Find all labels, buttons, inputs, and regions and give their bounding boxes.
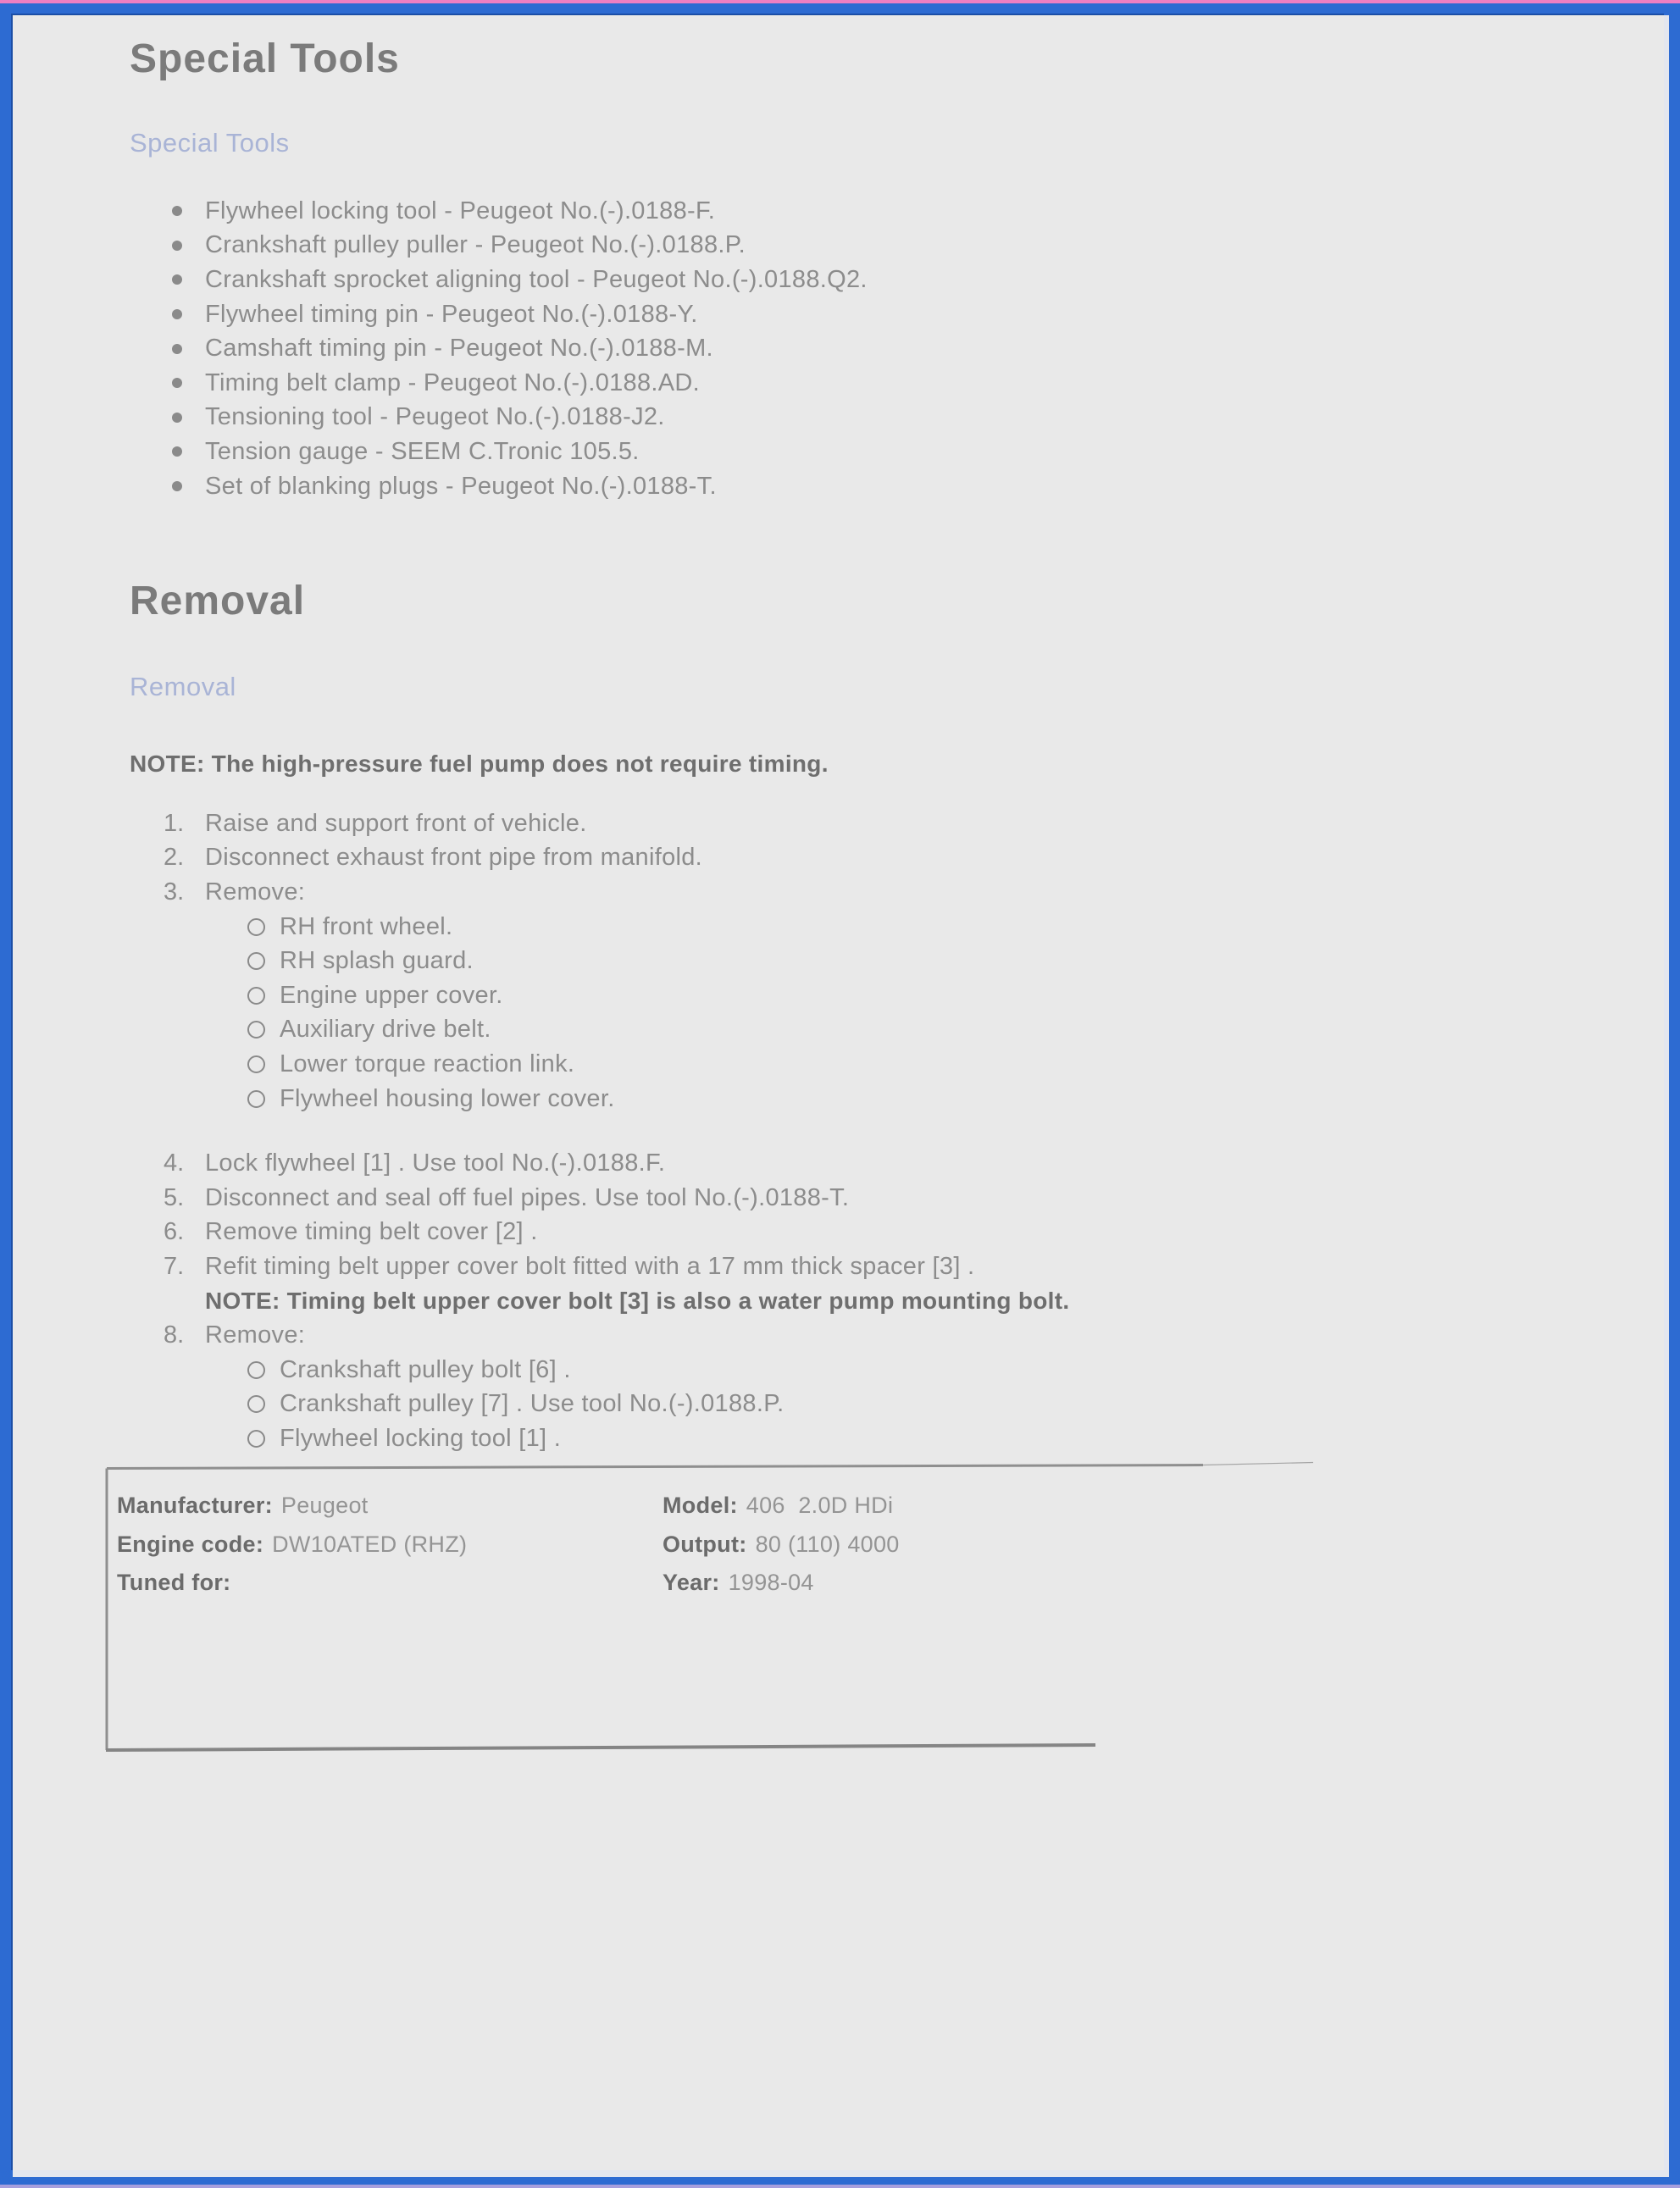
special-tools-title: Special Tools bbox=[130, 36, 400, 81]
step-item bbox=[0, 1216, 1680, 1250]
step-line bbox=[0, 841, 1680, 876]
bullet-dot-icon bbox=[172, 309, 182, 319]
sub-item bbox=[0, 944, 1680, 978]
removal-title: Removal bbox=[130, 579, 306, 623]
sub-item bbox=[0, 1388, 1680, 1422]
sub-item-text: Flywheel locking tool [1] . bbox=[280, 1424, 562, 1452]
sub-item-text: Lower torque reaction link. bbox=[280, 1050, 575, 1077]
info-value: 1998-04 bbox=[728, 1570, 814, 1596]
removal-subtitle: Removal bbox=[130, 672, 236, 701]
hollow-circle-bullet-icon bbox=[247, 1055, 265, 1073]
sub-item bbox=[0, 1421, 1680, 1456]
tool-item bbox=[0, 331, 1680, 366]
info-value: Peugeot bbox=[280, 1493, 369, 1519]
vehicle-info-box bbox=[0, 1487, 1680, 1603]
top-pink-edge bbox=[0, 0, 1680, 3]
removal-note: NOTE: The high-pressure fuel pump does not require timing. bbox=[130, 751, 829, 777]
step-number: 8. bbox=[164, 1321, 185, 1349]
step-sub-list bbox=[0, 1353, 1680, 1456]
hollow-circle-bullet-icon bbox=[247, 987, 265, 1005]
step-number: 1. bbox=[164, 809, 185, 837]
sub-item bbox=[0, 1082, 1680, 1116]
hollow-circle-bullet-icon bbox=[247, 1021, 265, 1039]
tool-item-text: Tension gauge - SEEM C.Tronic 105.5. bbox=[205, 437, 640, 465]
bullet-dot-icon bbox=[172, 344, 182, 354]
tool-item-text: Timing belt clamp - Peugeot No.(-).0188.AD. bbox=[205, 368, 701, 396]
hollow-circle-bullet-icon bbox=[247, 1361, 265, 1379]
sub-item-text: Engine upper cover. bbox=[280, 981, 503, 1009]
sub-item bbox=[0, 978, 1680, 1013]
bullet-dot-icon bbox=[172, 274, 182, 285]
special-tools-list bbox=[0, 194, 1680, 503]
tool-item-text: Set of blanking plugs - Peugeot No.(-).0188-T. bbox=[205, 472, 717, 500]
tool-item bbox=[0, 297, 1680, 332]
step-number: 4. bbox=[164, 1149, 185, 1177]
info-label: Engine code: bbox=[117, 1531, 264, 1557]
info-col-left bbox=[117, 1493, 663, 1519]
step-item bbox=[0, 1249, 1680, 1318]
step-sub-list bbox=[0, 910, 1680, 1116]
step-text: Refit timing belt upper cover bolt fitted with a 17 mm thick spacer [3] . bbox=[205, 1252, 975, 1280]
step-text: Raise and support front of vehicle. bbox=[205, 809, 587, 837]
bullet-dot-icon bbox=[172, 206, 182, 216]
tool-item bbox=[0, 401, 1680, 435]
info-row bbox=[0, 1526, 1680, 1565]
tool-item bbox=[0, 194, 1680, 229]
sub-item-text: Auxiliary drive belt. bbox=[280, 1016, 491, 1044]
hollow-circle-bullet-icon bbox=[247, 918, 265, 936]
special-tools-subtitle: Special Tools bbox=[130, 128, 290, 158]
step-line bbox=[0, 1181, 1680, 1216]
step-item bbox=[0, 1318, 1680, 1455]
sub-item-text: Flywheel housing lower cover. bbox=[280, 1084, 615, 1112]
sub-item bbox=[0, 1047, 1680, 1082]
sub-item bbox=[0, 910, 1680, 944]
hollow-circle-bullet-icon bbox=[247, 1090, 265, 1108]
info-col-right bbox=[663, 1570, 814, 1596]
info-col-left bbox=[117, 1532, 663, 1558]
bottom-lavender-edge bbox=[0, 2185, 1680, 2188]
step-text: Disconnect exhaust front pipe from manifold. bbox=[205, 844, 703, 872]
tool-item bbox=[0, 263, 1680, 297]
step-number: 5. bbox=[164, 1183, 185, 1211]
tool-item-text: Flywheel timing pin - Peugeot No.(-).0188-Y. bbox=[205, 300, 698, 328]
step-note: NOTE: Timing belt upper cover bolt [3] is also a water pump mounting bolt. bbox=[205, 1287, 1070, 1314]
step-item bbox=[0, 806, 1680, 841]
bullet-dot-icon bbox=[172, 446, 182, 457]
tool-item bbox=[0, 366, 1680, 401]
bullet-dot-icon bbox=[172, 241, 182, 251]
step-item bbox=[0, 841, 1680, 876]
step-number: 3. bbox=[164, 878, 185, 906]
info-label: Model: bbox=[663, 1493, 738, 1519]
step-item bbox=[0, 875, 1680, 1116]
sub-item-text: Crankshaft pulley bolt [6] . bbox=[280, 1355, 571, 1383]
step-line bbox=[0, 1216, 1680, 1250]
step-text: Remove timing belt cover [2] . bbox=[205, 1218, 538, 1246]
info-col-right bbox=[663, 1493, 893, 1519]
tool-item-text: Tensioning tool - Peugeot No.(-).0188-J2. bbox=[205, 403, 665, 431]
info-label: Tuned for: bbox=[117, 1570, 231, 1596]
step-text: Remove: bbox=[205, 1321, 306, 1349]
sub-item-text: RH front wheel. bbox=[280, 912, 453, 940]
step-line bbox=[0, 1146, 1680, 1181]
info-col-left bbox=[117, 1570, 663, 1596]
step-number: 7. bbox=[164, 1252, 185, 1280]
step-number: 2. bbox=[164, 844, 185, 872]
hollow-circle-bullet-icon bbox=[247, 1395, 265, 1413]
hollow-circle-bullet-icon bbox=[247, 1430, 265, 1448]
step-number: 6. bbox=[164, 1218, 185, 1246]
bullet-dot-icon bbox=[172, 481, 182, 491]
step-item bbox=[0, 1146, 1680, 1181]
info-row bbox=[0, 1564, 1680, 1603]
step-line bbox=[0, 875, 1680, 910]
info-label: Manufacturer: bbox=[117, 1493, 273, 1519]
info-value: 80 (110) 4000 bbox=[755, 1531, 900, 1557]
tool-item bbox=[0, 435, 1680, 469]
sub-item bbox=[0, 1353, 1680, 1388]
sub-item-text: RH splash guard. bbox=[280, 947, 474, 975]
step-item bbox=[0, 1181, 1680, 1216]
tool-item bbox=[0, 469, 1680, 504]
info-col-right bbox=[663, 1532, 900, 1558]
sub-item bbox=[0, 1013, 1680, 1048]
bullet-dot-icon bbox=[172, 378, 182, 388]
step-text: Remove: bbox=[205, 878, 306, 906]
hollow-circle-bullet-icon bbox=[247, 952, 265, 970]
tool-item-text: Crankshaft pulley puller - Peugeot No.(-).0188.P. bbox=[205, 231, 746, 259]
tool-item-text: Flywheel locking tool - Peugeot No.(-).0188-F. bbox=[205, 197, 716, 224]
bullet-dot-icon bbox=[172, 413, 182, 423]
info-label: Output: bbox=[663, 1531, 747, 1557]
info-label: Year: bbox=[663, 1570, 720, 1596]
info-row bbox=[0, 1487, 1680, 1526]
tool-item-text: Crankshaft sprocket aligning tool - Peugeot No.(-).0188.Q2. bbox=[205, 265, 868, 293]
info-value: DW10ATED (RHZ) bbox=[272, 1531, 468, 1557]
step-line bbox=[0, 1318, 1680, 1353]
tool-item bbox=[0, 229, 1680, 263]
tool-item-text: Camshaft timing pin - Peugeot No.(-).0188-M. bbox=[205, 335, 713, 363]
step-line bbox=[0, 1249, 1680, 1284]
step-line bbox=[0, 806, 1680, 841]
step-text: Lock flywheel [1] . Use tool No.(-).0188.F. bbox=[205, 1149, 666, 1177]
removal-steps-list bbox=[0, 806, 1680, 1456]
sub-item-text: Crankshaft pulley [7] . Use tool No.(-).0188.P. bbox=[280, 1390, 785, 1418]
bottom-light-strip bbox=[13, 2170, 1669, 2177]
info-value: 406 2.0D HDi bbox=[746, 1493, 894, 1519]
step-text: Disconnect and seal off fuel pipes. Use tool No.(-).0188-T. bbox=[205, 1183, 850, 1211]
frame-inner-line-top bbox=[13, 14, 1664, 15]
